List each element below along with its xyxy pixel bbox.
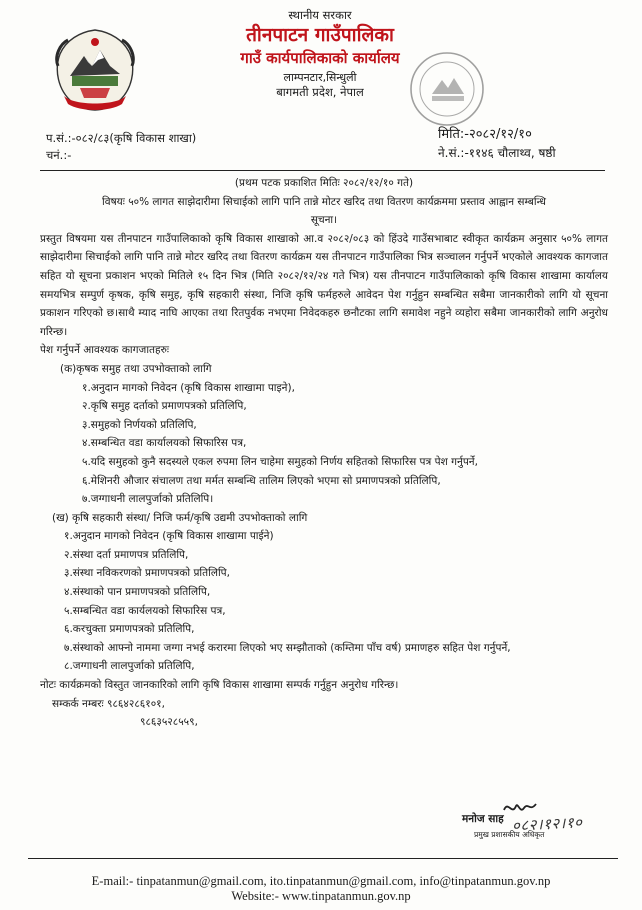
- section-a-item: १.अनुदान मागको निवेदन (कृषि विकास शाखामा पाइने),: [82, 381, 295, 394]
- first-published: (प्रथम पटक प्रकाशित मितिः २०८२/१२/१० गते): [234, 177, 414, 189]
- footer-website: Website:- www.tinpatanmun.gov.np: [231, 889, 411, 903]
- section-b-item: ६.करचुक्ता प्रमाणपत्रको प्रतिलिपि,: [64, 623, 195, 636]
- section-a-item: ४.सम्बन्धित वडा कार्यालयको सिफारिस पत्र,: [82, 437, 247, 450]
- nepal-sambat-date: ने.सं.:-११४६ चौलाथ्व, षष्ठी: [438, 146, 556, 160]
- section-b-heading: (ख) कृषि सहकारी संस्था/ निजि फर्म/कृषि उद्यमी उपभोक्ताको लागि: [52, 511, 308, 524]
- docs-heading: पेश गर्नुपर्ने आवश्यक कागजातहरुः: [40, 344, 169, 357]
- patra-sankhya: प.सं.:-०८२/८३(कृषि विकास शाखा): [46, 131, 197, 145]
- section-b-item: ७.संस्थाको आफ्नो नाममा जग्गा नभई करारमा लिएको भए सम्झौताको (कम्तिमा पाँच वर्ष) प्रमाणहरु सहित पेश गर्नुपर्ने,: [64, 641, 511, 654]
- nepal-emblem-icon: [50, 26, 140, 114]
- reference-block: [46, 130, 196, 164]
- chalani-number: चनं.:-: [46, 148, 72, 162]
- letter-date: मिति:-२०८२/१२/१०: [438, 127, 532, 142]
- note: नोटः कार्यक्रमको विस्तुत जानकारिको लागि कृषि विकास शाखामा सम्पर्क गर्नुहुन अनुरोध गरिन्छ।: [40, 679, 399, 692]
- footer-divider: [28, 858, 618, 859]
- section-a-item: ६.मेशिनरी औजार संचालण तथा मर्मत सम्बन्धि तालिम लिएको भएमा सो प्रमाणपत्रको प्रतिलिपि,: [82, 474, 441, 487]
- section-a-item: २.कृषि समुह दर्ताको प्रमाणपत्रको प्रतिलिपि,: [82, 400, 247, 413]
- section-b-item: १.अनुदान मागको निवेदन (कृषि विकास शाखामा पाईने): [64, 530, 274, 543]
- municipality-name: तीनपाटन गाउँपालिका: [246, 24, 394, 46]
- section-a-item: ५.यदि समुहको कुनै सदस्यले एकल रुपमा लिन चाहेमा समुहको निर्णय सहितको सिफारिस पत्र पेश गर्नुपर्ने,: [82, 455, 478, 468]
- date-block: [438, 126, 556, 162]
- section-b-item: ३.संस्था नविकरणको प्रमाणपत्रको प्रतिलिपि,: [64, 567, 230, 580]
- contact-number: सम्कर्क नम्बरः ९८६४२८६१०१,: [52, 697, 165, 710]
- section-a-item: ७.जग्गाधनी लालपुर्जाको प्रतिलिपि।: [82, 493, 214, 506]
- government-type: स्थानीय सरकार: [288, 8, 352, 22]
- address-line1: लाम्पनटार,सिन्धुली: [283, 71, 357, 84]
- body-paragraph: प्रस्तुत विषयमा यस तीनपाटन गाउँपालिकाको कृषि विकास शाखाको आ.व २०८२/०८३ को हिंउदे गाउँसभाबाट स्वीकृत कार्यक्रम अनुसार ५०% लागत साझेदारीमा सिचाईको लागि पानि तान्ने मोटर खरिद तथा वितरण कार्यक्रम यस तीनपाटन गाउँपालिका भित्र सञ्चालन गर्नुपर्ने भएकोले आवश्यक कागजात सहित यो सूचना प्रकाशन भएको मितिले १५ दिन भित्र (मिति २०८२/१२/२४ गते भित्र) यस तीनपाटन गाउँपालिकाको कृषि विकास शाखामा कार्यालय समयभित्र सम्पुर्ण कृषक, कृषि समुह, कृषि सहकारी संस्था, निजि कृषि फर्महरुले आवेदन पेश गर्नुहुन सम्बन्धित सबैमा जानकारीको लागि यो सूचना प्रकाशन गरिएको छ।साथै म्याद नाघि आएका तथा रितपुर्वक नभएमा निवेदकहरु छनौटका लागि समावेश नहुने व्यहोरा सबैमा जानकारीको लागि अनुरोध गरिन्छ।: [40, 232, 608, 338]
- signatory-name: मनोज साह: [462, 813, 504, 825]
- contact-number-2: ९८६३५२८५५९,: [140, 716, 198, 729]
- notice-body: [40, 174, 608, 732]
- address-line2: बागमती प्रदेश, नेपाल: [276, 85, 364, 99]
- office-stamp-icon: [408, 50, 486, 128]
- section-a-heading: (क)कृषक समुह तथा उपभोक्ताको लागि: [60, 362, 212, 375]
- footer: [40, 874, 602, 904]
- section-b-item: ८.जग्गाधनी लालपुर्जाको प्रतिलिपि,: [64, 660, 195, 673]
- section-b-item: ४.संस्थाको पान प्रमाणपत्रको प्रतिलिपि,: [64, 586, 211, 599]
- section-a-item: ३.समुहको निर्णयको प्रतिलिपि,: [82, 418, 197, 431]
- notice-title: सूचना।: [310, 214, 338, 227]
- notice-subject: विषयः ५०% लागत साझेदारीमा सिचाईको लागि पानि तान्ने मोटर खरिद तथा वितरण कार्यक्रममा प्रस्ताव आह्वान सम्बन्धि: [102, 195, 546, 208]
- handwritten-date: ०८२।१२।१०: [511, 813, 583, 835]
- section-b-item: ५.सम्बन्धित वडा कार्यलयको सिफारिस पत्र,: [64, 604, 226, 617]
- office-name: गाउँ कार्यपालिकाको कार्यालय: [240, 49, 400, 67]
- footer-emails: E-mail:- tinpatanmun@gmail.com, ito.tinpatanmun@gmail.com, info@tinpatanmun.gov.np: [91, 874, 551, 888]
- signatory-designation: प्रमुख प्रशासकीय अधिकृत: [474, 830, 545, 839]
- section-b-item: २.संस्था दर्ता प्रमाणपत्र प्रतिलिपि,: [64, 548, 189, 561]
- header-divider: [40, 170, 605, 171]
